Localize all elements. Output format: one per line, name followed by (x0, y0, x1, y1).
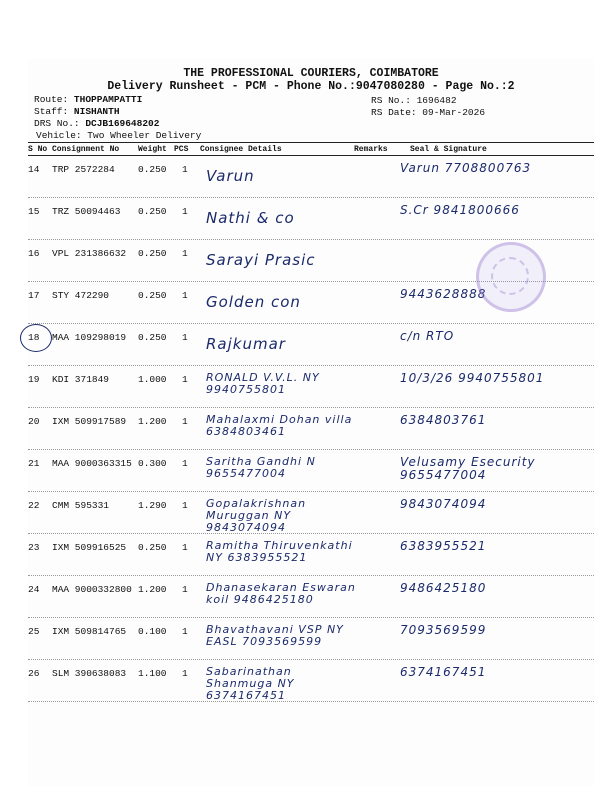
staff-value: NISHANTH (73, 106, 120, 117)
row-consignment-no: MAA 9000332800 (52, 584, 132, 595)
rs-number: RS No.: 1696482 (371, 95, 457, 106)
row-consignment-no: MAA 109298019 (52, 332, 127, 343)
runsheet-subtitle: Delivery Runsheet - PCM - Phone No.:9047080280 - Page No.:2 (107, 80, 515, 93)
table-row (28, 450, 594, 492)
table-row (28, 408, 594, 450)
table-row (28, 198, 594, 240)
row-weight: 0.250 (138, 164, 167, 175)
row-circle-mark (20, 324, 52, 352)
col-signature: Seal & Signature (410, 145, 487, 154)
row-consignment-no: CMM 595331 (52, 500, 110, 511)
row-signature-handwriting: 6374167451 (400, 665, 487, 679)
row-signature-handwriting: Velusamy Esecurity 9655477004 (400, 455, 536, 482)
drs-value: DCJB169648202 (85, 118, 160, 129)
row-pcs: 1 (182, 584, 188, 595)
row-sno: 17 (28, 290, 40, 301)
staff-field (34, 106, 120, 117)
row-consignee-handwriting: Mahalaxmi Dohan villa 6384803461 (206, 413, 353, 438)
row-weight: 0.250 (138, 542, 167, 553)
table-row (28, 660, 594, 702)
row-signature-handwriting: Varun 7708800763 (400, 161, 532, 175)
row-pcs: 1 (182, 458, 188, 469)
row-signature-handwriting: 6383955521 (400, 539, 487, 553)
row-weight: 0.250 (138, 290, 167, 301)
row-pcs: 1 (182, 290, 188, 301)
table-row (28, 324, 594, 366)
row-consignment-no: IXM 509917589 (52, 416, 127, 427)
row-consignee-handwriting: Dhanasekaran Eswaran koil 9486425180 (206, 581, 356, 606)
col-consignee: Consignee Details (200, 145, 282, 154)
row-consignee-handwriting: Saritha Gandhi N 9655477004 (206, 455, 316, 480)
row-weight: 1.200 (138, 584, 167, 595)
staff-label: Staff: (34, 106, 69, 117)
row-weight: 0.100 (138, 626, 167, 637)
row-sno: 18 (28, 332, 40, 343)
row-pcs: 1 (182, 416, 188, 427)
row-weight: 0.300 (138, 458, 167, 469)
col-consignment: Consignment No (52, 145, 120, 154)
row-consignment-no: STY 472290 (52, 290, 110, 301)
row-sno: 24 (28, 584, 40, 595)
row-pcs: 1 (182, 374, 188, 385)
row-consignment-no: TRP 2572284 (52, 164, 115, 175)
route-label: Route: (34, 94, 69, 105)
row-signature-handwriting: 6384803761 (400, 413, 487, 427)
col-remarks: Remarks (354, 145, 388, 154)
col-sno: S No (28, 145, 48, 154)
row-consignee-handwriting: Sarayi Prasic (206, 251, 316, 269)
row-signature-handwriting: 9843074094 (400, 497, 487, 511)
row-sno: 25 (28, 626, 40, 637)
table-row (28, 492, 594, 534)
row-consignment-no: MAA 9000363315 (52, 458, 132, 469)
row-consignment-no: KDI 371849 (52, 374, 110, 385)
table-header (28, 143, 594, 156)
row-weight: 1.100 (138, 668, 167, 679)
seal-stamp (476, 242, 546, 312)
vehicle-field: Vehicle: Two Wheeler Delivery (36, 130, 202, 141)
table-row (28, 534, 594, 576)
table-row (28, 618, 594, 660)
row-signature-handwriting: S.Cr 9841800666 (400, 203, 520, 217)
row-consignee-handwriting: Varun (206, 167, 255, 185)
row-signature-handwriting: c/n RTO (400, 329, 455, 343)
row-weight: 0.250 (138, 248, 167, 259)
row-sno: 16 (28, 248, 40, 259)
row-consignment-no: VPL 231386632 (52, 248, 127, 259)
row-weight: 0.250 (138, 332, 167, 343)
table-body (28, 156, 594, 702)
route-value: THOPPAMPATTI (73, 94, 143, 105)
row-weight: 0.250 (138, 206, 167, 217)
table-row (28, 156, 594, 198)
row-pcs: 1 (182, 206, 188, 217)
row-pcs: 1 (182, 668, 188, 679)
row-signature-handwriting: 9486425180 (400, 581, 487, 595)
row-consignee-handwriting: Bhavathavani VSP NY EASL 7093569599 (206, 623, 344, 648)
col-pcs: PCS (174, 145, 189, 154)
row-consignment-no: SLM 390638083 (52, 668, 127, 679)
row-consignment-no: TRZ 50094463 (52, 206, 121, 217)
row-consignment-no: IXM 509916525 (52, 542, 127, 553)
row-sno: 21 (28, 458, 40, 469)
row-signature-handwriting: 10/3/26 9940755801 (400, 371, 545, 385)
row-sno: 15 (28, 206, 40, 217)
table-row (28, 366, 594, 408)
row-signature-handwriting: 9443628888 (400, 287, 487, 301)
row-sno: 22 (28, 500, 40, 511)
row-pcs: 1 (182, 332, 188, 343)
row-pcs: 1 (182, 248, 188, 259)
row-weight: 1.000 (138, 374, 167, 385)
row-weight: 1.200 (138, 416, 167, 427)
drs-field (34, 118, 159, 129)
row-consignee-handwriting: Ramitha Thiruvenkathi NY 6383955521 (206, 539, 353, 564)
row-consignee-handwriting: Gopalakrishnan Muruggan NY 9843074094 (206, 497, 307, 534)
row-pcs: 1 (182, 626, 188, 637)
row-sno: 20 (28, 416, 40, 427)
row-sno: 26 (28, 668, 40, 679)
row-pcs: 1 (182, 542, 188, 553)
drs-label: DRS No.: (34, 118, 80, 129)
row-consignee-handwriting: Sabarinathan Shanmuga NY 6374167451 (206, 665, 295, 702)
row-consignment-no: IXM 509814765 (52, 626, 127, 637)
row-sno: 23 (28, 542, 40, 553)
row-sno: 14 (28, 164, 40, 175)
row-signature-handwriting: 7093569599 (400, 623, 487, 637)
row-consignee-handwriting: RONALD V.V.L. NY 9940755801 (206, 371, 320, 396)
row-consignee-handwriting: Rajkumar (206, 335, 286, 353)
row-pcs: 1 (182, 164, 188, 175)
col-weight: Weight (138, 145, 167, 154)
row-consignee-handwriting: Golden con (206, 293, 301, 311)
company-title: THE PROFESSIONAL COURIERS, COIMBATORE (183, 67, 439, 80)
runsheet-table (28, 142, 594, 702)
row-weight: 1.290 (138, 500, 167, 511)
route-field (34, 94, 142, 105)
row-consignee-handwriting: Nathi & co (206, 209, 295, 227)
runsheet-page (28, 58, 594, 786)
table-row (28, 576, 594, 618)
rs-date: RS Date: 09-Mar-2026 (371, 107, 486, 118)
row-pcs: 1 (182, 500, 188, 511)
row-sno: 19 (28, 374, 40, 385)
